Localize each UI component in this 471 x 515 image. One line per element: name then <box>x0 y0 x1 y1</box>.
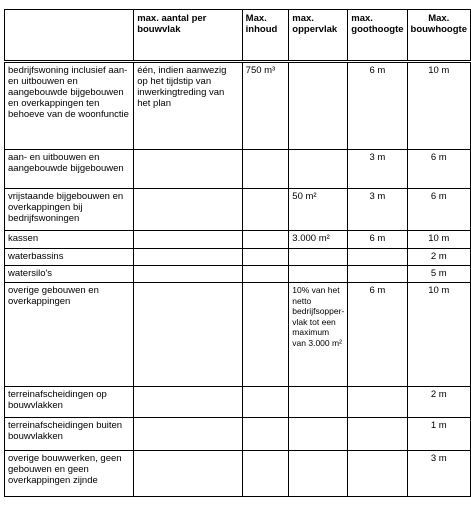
row-goothoogte: 6 m <box>348 62 407 150</box>
row-inhoud <box>242 387 289 418</box>
row-oppervlak: 50 m² <box>289 189 348 231</box>
row-name: kassen <box>5 231 134 249</box>
row-name: watersilo's <box>5 266 134 283</box>
row-inhoud <box>242 451 289 497</box>
row-goothoogte <box>348 387 407 418</box>
row-inhoud <box>242 150 289 189</box>
row-aantal <box>134 418 242 451</box>
row-oppervlak <box>289 266 348 283</box>
row-name: vrijstaande bijgebouwen en overkappingen bij bedrijfswoningen <box>5 189 134 231</box>
row-oppervlak <box>289 418 348 451</box>
table-row <box>5 283 471 387</box>
table-row <box>5 249 471 266</box>
row-aantal <box>134 231 242 249</box>
row-goothoogte: 6 m <box>348 283 407 387</box>
row-goothoogte: 3 m <box>348 150 407 189</box>
table-header-row <box>5 10 471 62</box>
row-bouwhoogte: 10 m <box>407 62 470 150</box>
regulations-table <box>4 9 471 497</box>
row-aantal <box>134 189 242 231</box>
row-aantal <box>134 150 242 189</box>
row-aantal <box>134 283 242 387</box>
row-inhoud: 750 m³ <box>242 62 289 150</box>
row-bouwhoogte: 10 m <box>407 231 470 249</box>
row-goothoogte <box>348 266 407 283</box>
header-max-goothoogte: max. goothoogte <box>348 10 407 62</box>
row-bouwhoogte: 10 m <box>407 283 470 387</box>
table-row <box>5 189 471 231</box>
row-bouwhoogte: 3 m <box>407 451 470 497</box>
row-name: bedrijfswoning inclusief aan- en uitbouwen en aangebouwde bijgebouwen en overkappingen ten behoeve van de woonfunctie <box>5 62 134 150</box>
row-name: aan- en uitbouwen en aangebouwde bijgebouwen <box>5 150 134 189</box>
row-bouwhoogte: 2 m <box>407 387 470 418</box>
row-aantal: één, indien aanwezig op het tijdstip van inwerkingtreding van het plan <box>134 62 242 150</box>
row-oppervlak <box>289 62 348 150</box>
table-row <box>5 266 471 283</box>
row-oppervlak: 3.000 m² <box>289 231 348 249</box>
row-inhoud <box>242 283 289 387</box>
row-oppervlak <box>289 451 348 497</box>
header-max-oppervlak: max. oppervlak <box>289 10 348 62</box>
row-goothoogte <box>348 451 407 497</box>
header-max-bouwhoogte: Max. bouwhoogte <box>407 10 470 62</box>
row-goothoogte <box>348 418 407 451</box>
table-row <box>5 418 471 451</box>
row-name: terreinafscheidingen op bouwvlakken <box>5 387 134 418</box>
row-name: terreinafscheidingen buiten bouwvlakken <box>5 418 134 451</box>
table-row <box>5 451 471 497</box>
table-row <box>5 231 471 249</box>
table-row <box>5 387 471 418</box>
header-cell-empty <box>5 10 134 62</box>
row-inhoud <box>242 231 289 249</box>
row-bouwhoogte: 2 m <box>407 249 470 266</box>
row-inhoud <box>242 418 289 451</box>
row-inhoud <box>242 266 289 283</box>
row-goothoogte <box>348 249 407 266</box>
row-name: overige gebouwen en overkappingen <box>5 283 134 387</box>
row-oppervlak <box>289 387 348 418</box>
table-row <box>5 150 471 189</box>
table-row <box>5 62 471 150</box>
row-bouwhoogte: 5 m <box>407 266 470 283</box>
row-aantal <box>134 249 242 266</box>
row-bouwhoogte: 6 m <box>407 150 470 189</box>
row-oppervlak <box>289 150 348 189</box>
row-bouwhoogte: 6 m <box>407 189 470 231</box>
header-max-aantal: max. aantal per bouwvlak <box>134 10 242 62</box>
row-bouwhoogte: 1 m <box>407 418 470 451</box>
row-inhoud <box>242 249 289 266</box>
row-aantal <box>134 266 242 283</box>
row-inhoud <box>242 189 289 231</box>
row-goothoogte: 6 m <box>348 231 407 249</box>
header-max-inhoud: Max. inhoud <box>242 10 289 62</box>
row-name: overige bouwwerken, geen gebouwen en geen overkappingen zijnde <box>5 451 134 497</box>
row-aantal <box>134 451 242 497</box>
row-aantal <box>134 387 242 418</box>
row-goothoogte: 3 m <box>348 189 407 231</box>
row-name: waterbassins <box>5 249 134 266</box>
row-oppervlak: 10% van het netto bedrijfsoppervlak tot een maximum van 3.000 m² <box>289 283 348 387</box>
row-oppervlak <box>289 249 348 266</box>
